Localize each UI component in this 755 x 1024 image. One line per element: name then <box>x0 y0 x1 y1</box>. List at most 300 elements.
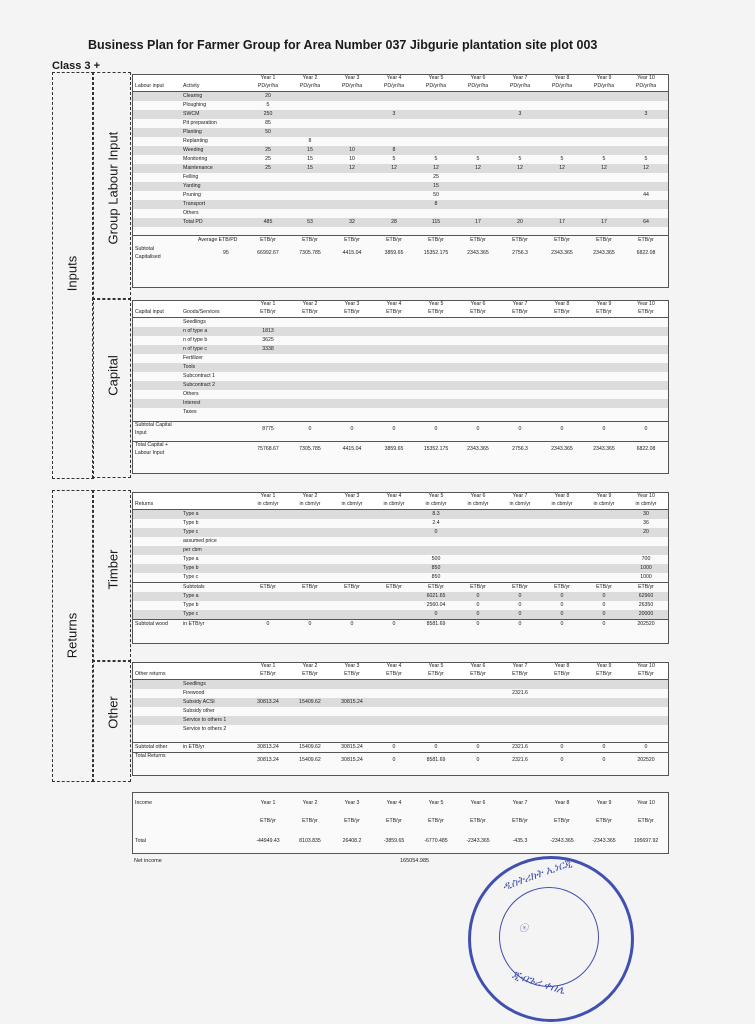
table-header-row <box>133 75 668 92</box>
unit-header: ETB/yr <box>470 309 486 315</box>
cell-value: 12 <box>391 165 397 171</box>
row-label: Replanting <box>183 138 208 144</box>
year-header: Year 2 <box>302 301 318 307</box>
cell-value: 44 <box>643 192 649 198</box>
stamp-center-mark: ⓢ <box>519 923 529 933</box>
row-label: Subcontract 2 <box>183 382 216 388</box>
cell-value: 0 <box>602 611 606 617</box>
year-header: Year 2 <box>302 75 318 81</box>
unit-header: ETB/yr <box>596 671 612 677</box>
year-header: Year 7 <box>512 800 528 806</box>
unit-header: PD/yr/ha <box>635 83 657 89</box>
cell-value: 17 <box>601 219 607 225</box>
cell-value: 0 <box>560 426 564 432</box>
other-label: Other <box>105 696 121 729</box>
table-row <box>133 354 668 363</box>
year-header: Year 7 <box>512 493 528 499</box>
cell-value: 32 <box>349 219 355 225</box>
unit-header: ETB/yr <box>596 237 612 243</box>
cell-value: 20000 <box>638 611 654 617</box>
year-header: Year 8 <box>554 663 570 669</box>
row-label: Subtotal other <box>135 744 168 750</box>
cell-value: 0 <box>476 757 480 763</box>
cell-value: 15352.175 <box>423 250 449 256</box>
unit-header: PD/yr/ha <box>257 83 279 89</box>
cell-value: 0 <box>434 529 438 535</box>
unit-header: in cbm/yr <box>383 501 405 507</box>
cell-value: 0 <box>602 426 606 432</box>
cell-value: 850 <box>431 565 441 571</box>
cell-value: 2756.3 <box>512 250 528 256</box>
row-label: Total <box>135 838 146 844</box>
cell-value: 3859.65 <box>384 250 404 256</box>
cell-value: 485 <box>263 219 273 225</box>
cell-value: 8775 <box>262 426 274 432</box>
year-header: Year 2 <box>302 800 318 806</box>
table-row <box>133 601 668 610</box>
cell-value: 15 <box>307 156 313 162</box>
row-label: Service to others 2 <box>183 726 227 732</box>
cell-value: 0 <box>308 426 312 432</box>
row-label: Seedlings <box>183 319 206 325</box>
cell-value: 2321.6 <box>512 690 528 696</box>
cell-value: 85 <box>265 120 271 126</box>
unit-header: PD/yr/ha <box>593 83 615 89</box>
year-header: Year 10 <box>637 800 655 806</box>
cell-value: 3859.65 <box>384 446 404 452</box>
cell-value: 3625 <box>262 337 274 343</box>
cell-value: -2343.365 <box>550 838 574 844</box>
cell-value: 2343.365 <box>593 446 615 452</box>
cell-value: 115 <box>431 219 441 225</box>
table-row <box>133 698 668 707</box>
row-label: Type c <box>183 574 199 580</box>
cell-value: -2343.365 <box>466 838 490 844</box>
year-header: Year 3 <box>344 800 360 806</box>
cell-value: 0 <box>266 621 270 627</box>
cell-value: 0 <box>476 621 480 627</box>
cell-value: 0 <box>602 602 606 608</box>
year-header: Year 9 <box>596 493 612 499</box>
table-row <box>133 164 668 173</box>
unit-header: ETB/yr <box>386 671 402 677</box>
cell-value: 0 <box>476 602 480 608</box>
cell-value: 66992.67 <box>257 250 279 256</box>
table-row <box>133 372 668 381</box>
cell-value: 0 <box>602 593 606 599</box>
unit-header: ETB/yr <box>344 818 360 824</box>
unit-header: ETB/yr <box>596 309 612 315</box>
cell-value: 2343.365 <box>467 446 489 452</box>
year-header: Year 1 <box>260 75 276 81</box>
group-labour-label: Group Labour Input <box>105 131 121 245</box>
year-header: Year 5 <box>428 301 444 307</box>
cell-value: 3 <box>392 111 396 117</box>
year-header: Year 1 <box>260 493 276 499</box>
year-header: Year 1 <box>260 663 276 669</box>
row-label: Planting <box>183 129 202 135</box>
cell-value: 17 <box>559 219 565 225</box>
cell-value: 3 <box>644 111 648 117</box>
unit-header: ETB/yr <box>260 818 276 824</box>
cell-value: 12 <box>601 165 607 171</box>
income-total-row <box>133 837 668 846</box>
row-label: Total PD <box>183 219 203 225</box>
row-label: Weeding <box>183 147 204 153</box>
unit-header: ETB/yr <box>554 671 570 677</box>
unit-header: ETB/yr <box>386 584 402 590</box>
row-label: Ploughing <box>183 102 207 108</box>
cell-value: 15409.62 <box>299 757 321 763</box>
cell-value: -2343.365 <box>592 838 616 844</box>
year-header: Year 9 <box>596 800 612 806</box>
table-row <box>133 408 668 417</box>
header-label: Other returns <box>135 671 166 677</box>
cell-value: 0 <box>392 744 396 750</box>
stamp-bottom-text: ጂብጉሪ ቀበሌ <box>510 968 567 998</box>
cell-value: -6770.485 <box>424 838 448 844</box>
cell-value: 12 <box>349 165 355 171</box>
unit-header: ETB/yr <box>554 818 570 824</box>
row-label: Seedlings <box>183 681 206 687</box>
row-label: Maintenance <box>183 165 213 171</box>
row-label: per cbm <box>183 547 202 553</box>
year-header: Year 8 <box>554 493 570 499</box>
table-row <box>133 137 668 146</box>
cell-value: 0 <box>392 757 396 763</box>
cell-value: 5 <box>644 156 648 162</box>
row-label: Interest <box>183 400 201 406</box>
row-unit: in ETB/yr <box>183 744 205 750</box>
header-label: Goods/Services <box>183 309 220 315</box>
unit-header: ETB/yr <box>386 818 402 824</box>
unit-header: ETB/yr <box>554 584 570 590</box>
year-header: Year 2 <box>302 663 318 669</box>
cell-value: 5 <box>560 156 564 162</box>
year-header: Year 4 <box>386 301 402 307</box>
year-header: Year 5 <box>428 800 444 806</box>
unit-header: PD/yr/ha <box>383 83 405 89</box>
year-header: Year 2 <box>302 493 318 499</box>
unit-header: ETB/yr <box>638 309 654 315</box>
cell-value: 10 <box>349 147 355 153</box>
cell-value: 30815.24 <box>341 699 363 705</box>
row-label: Others <box>183 210 199 216</box>
cell-value: 26350 <box>638 602 654 608</box>
income-table <box>132 792 669 854</box>
cell-value: 15 <box>433 183 439 189</box>
row-label: Taxes <box>183 409 197 415</box>
table-row <box>133 725 668 734</box>
other-returns-table <box>132 662 669 776</box>
unit-header: ETB/yr <box>302 237 318 243</box>
cell-value: 0 <box>518 426 522 432</box>
unit-header: PD/yr/ha <box>467 83 489 89</box>
table-row <box>133 716 668 725</box>
cell-value: 5 <box>476 156 480 162</box>
row-label: Type a <box>183 593 199 599</box>
unit-header: ETB/yr <box>428 671 444 677</box>
total-returns-row <box>133 752 668 769</box>
table-row <box>133 510 668 519</box>
row-label: assumed price <box>183 538 217 544</box>
unit-header: in cbm/yr <box>467 501 489 507</box>
unit-header: ETB/yr <box>512 237 528 243</box>
table-header-row <box>133 663 668 680</box>
cell-value: 4415.04 <box>342 446 362 452</box>
row-label: SWCM <box>183 111 200 117</box>
cell-value: 0 <box>392 426 396 432</box>
table-row <box>133 610 668 619</box>
cell-value: 26408.2 <box>342 838 362 844</box>
unit-header: ETB/yr <box>260 584 276 590</box>
unit-header: ETB/yr <box>638 818 654 824</box>
cell-value: 2343.365 <box>551 446 573 452</box>
cell-value: 6021.65 <box>426 593 446 599</box>
year-header: Year 6 <box>470 663 486 669</box>
cell-value: 12 <box>475 165 481 171</box>
unit-header: ETB/yr <box>386 309 402 315</box>
unit-header: in cbm/yr <box>257 501 279 507</box>
row-label: Type b <box>183 520 199 526</box>
average-etb-row <box>133 235 668 245</box>
cell-value: 50 <box>433 192 439 198</box>
cell-value: 5 <box>602 156 606 162</box>
cell-value: 700 <box>641 556 651 562</box>
year-header: Year 3 <box>344 301 360 307</box>
cell-value: 10 <box>349 156 355 162</box>
unit-header: ETB/yr <box>470 671 486 677</box>
cell-value: 12 <box>433 165 439 171</box>
year-header: Year 7 <box>512 75 528 81</box>
cell-value: 62960 <box>638 593 654 599</box>
cell-value: 2.4 <box>432 520 440 526</box>
cell-value: 0 <box>560 621 564 627</box>
row-label: Pruning <box>183 192 201 198</box>
year-header: Year 6 <box>470 75 486 81</box>
unit-header: in cbm/yr <box>509 501 531 507</box>
cell-value: 0 <box>518 621 522 627</box>
cell-value: 2321.6 <box>512 757 528 763</box>
net-income-value: 165054.985 <box>400 858 430 864</box>
cell-value: 0 <box>434 611 438 617</box>
subtotal-other-row <box>133 742 668 752</box>
cell-value: 0 <box>392 621 396 627</box>
row-label: Type c <box>183 611 199 617</box>
year-header: Year 9 <box>596 301 612 307</box>
table-row <box>133 399 668 408</box>
cell-value: 15409.62 <box>299 699 321 705</box>
unit-header: ETB/yr <box>638 671 654 677</box>
unit-header: ETB/yr <box>428 584 444 590</box>
table-row <box>133 528 668 537</box>
table-row <box>133 680 668 689</box>
subtotal-capitalised-row <box>133 246 668 262</box>
page-title: Business Plan for Farmer Group for Area Number 037 Jibgurie plantation site plot 003 <box>88 38 598 52</box>
table-row <box>133 101 668 110</box>
cell-value: 7305.785 <box>299 250 321 256</box>
cell-value: 202520 <box>637 757 655 763</box>
header-label: Capital input <box>135 309 164 315</box>
unit-header: ETB/yr <box>260 309 276 315</box>
cell-value: 2321.6 <box>512 744 528 750</box>
unit-header: ETB/yr <box>638 237 654 243</box>
year-header: Year 3 <box>344 493 360 499</box>
table-row <box>133 689 668 698</box>
cell-value: 30815.24 <box>341 757 363 763</box>
cell-value: 30 <box>643 511 649 517</box>
cell-value: 6822.08 <box>636 446 656 452</box>
cell-value: 2756.3 <box>512 446 528 452</box>
cell-value: 500 <box>431 556 441 562</box>
cell-value: -435.3 <box>512 838 528 844</box>
row-label: Yarding <box>183 183 201 189</box>
unit-header: in cbm/yr <box>341 501 363 507</box>
table-row <box>133 146 668 155</box>
year-header: Year 3 <box>344 75 360 81</box>
unit-header: ETB/yr <box>470 584 486 590</box>
table-row <box>133 200 668 209</box>
cell-value: 15352.175 <box>423 446 449 452</box>
unit-header: in cbm/yr <box>635 501 657 507</box>
cell-value: 0 <box>602 744 606 750</box>
unit-header: in cbm/yr <box>425 501 447 507</box>
header-label: Activity <box>183 83 200 89</box>
year-header: Year 4 <box>386 75 402 81</box>
capital-label: Capital <box>105 355 121 396</box>
row-unit: in ETB/yr <box>183 621 205 627</box>
row-label: Firewood <box>183 690 205 696</box>
cell-value: 12 <box>517 165 523 171</box>
row-label: Service to others 1 <box>183 717 227 723</box>
cell-value: 0 <box>560 593 564 599</box>
cell-value: -3859.65 <box>383 838 405 844</box>
unit-header: in cbm/yr <box>299 501 321 507</box>
timber-table <box>132 492 669 644</box>
year-header: Year 10 <box>637 493 655 499</box>
cell-value: 8581.69 <box>426 621 446 627</box>
row-label: Income <box>135 800 153 806</box>
year-header: Year 6 <box>470 493 486 499</box>
table-row <box>133 92 668 101</box>
cell-value: 25 <box>265 156 271 162</box>
unit-header: ETB/yr <box>554 237 570 243</box>
unit-header: ETB/yr <box>428 237 444 243</box>
row-label: Type b <box>183 565 199 571</box>
year-header: Year 8 <box>554 75 570 81</box>
cell-value: 20 <box>265 93 271 99</box>
row-label: Clearing <box>183 93 203 99</box>
stamp-top-text: ዲስትሪክት ኢነርጂ <box>500 856 574 894</box>
row-label: Monitoring <box>183 156 208 162</box>
cell-value: 250 <box>263 111 273 117</box>
cell-value: 0 <box>308 621 312 627</box>
cell-value: 5 <box>434 156 438 162</box>
row-label: Total Capital + Labour Input <box>135 442 169 456</box>
cell-value: 0 <box>476 744 480 750</box>
year-header: Year 10 <box>637 301 655 307</box>
table-row <box>133 345 668 354</box>
unit-header: ETB/yr <box>470 818 486 824</box>
cell-value: 8.3 <box>432 511 440 517</box>
cell-value: 0 <box>476 426 480 432</box>
unit-header: ETB/yr <box>428 818 444 824</box>
year-header: Year 7 <box>512 301 528 307</box>
row-label: Subtotals <box>183 584 205 590</box>
cell-value: 5 <box>518 156 522 162</box>
cell-value: 3338 <box>262 346 274 352</box>
income-units-row <box>133 817 668 826</box>
table-row <box>133 707 668 716</box>
unit-header: PD/yr/ha <box>299 83 321 89</box>
unit-header: ETB/yr <box>302 309 318 315</box>
cell-value: 0 <box>434 744 438 750</box>
cell-value: 195697.92 <box>633 838 659 844</box>
unit-header: ETB/yr <box>512 584 528 590</box>
year-header: Year 10 <box>637 75 655 81</box>
row-label: Type a <box>183 556 199 562</box>
cell-value: 53 <box>307 219 313 225</box>
cell-value: 1000 <box>640 565 652 571</box>
row-label: Type c <box>183 529 199 535</box>
unit-header: ETB/yr <box>512 818 528 824</box>
cell-value: 8581.69 <box>426 757 446 763</box>
row-label: Transport <box>183 201 206 207</box>
total-capital-labour-row <box>133 441 668 458</box>
table-row <box>133 327 668 336</box>
unit-header: ETB/yr <box>512 671 528 677</box>
cell-value: 30815.24 <box>341 744 363 750</box>
unit-header: ETB/yr <box>344 237 360 243</box>
cell-value: 12 <box>643 165 649 171</box>
year-header: Year 8 <box>554 800 570 806</box>
cell-value: 8103.835 <box>299 838 321 844</box>
table-row <box>133 564 668 573</box>
cell-value: 8 <box>308 138 312 144</box>
year-header: Year 8 <box>554 301 570 307</box>
unit-header: PD/yr/ha <box>509 83 531 89</box>
table-header-row <box>133 493 668 510</box>
row-label: Subtotal Capital Input <box>135 422 172 436</box>
cell-value: 15 <box>307 165 313 171</box>
unit-header: PD/yr/ha <box>341 83 363 89</box>
cell-value: 20 <box>643 529 649 535</box>
year-header: Year 6 <box>470 301 486 307</box>
cell-value: 0 <box>350 426 354 432</box>
table-row <box>133 519 668 528</box>
cell-value: 28 <box>391 219 397 225</box>
unit-header: ETB/yr <box>428 309 444 315</box>
cell-value: 30813.24 <box>257 744 279 750</box>
table-row <box>133 546 668 555</box>
table-row <box>133 555 668 564</box>
year-header: Year 1 <box>260 301 276 307</box>
row-label: Subsidy ACSI <box>183 699 215 705</box>
year-header: Year 5 <box>428 663 444 669</box>
table-row <box>133 363 668 372</box>
cell-value: 20 <box>517 219 523 225</box>
unit-header: in cbm/yr <box>593 501 615 507</box>
official-stamp <box>468 856 634 1022</box>
year-header: Year 7 <box>512 663 528 669</box>
cell-value: 8 <box>434 201 438 207</box>
class-label: Class 3 + <box>52 60 101 72</box>
year-header: Year 4 <box>386 493 402 499</box>
unit-header: in cbm/yr <box>551 501 573 507</box>
cell-value: 0 <box>560 744 564 750</box>
year-header: Year 5 <box>428 75 444 81</box>
cell-value: 6822.08 <box>636 250 656 256</box>
